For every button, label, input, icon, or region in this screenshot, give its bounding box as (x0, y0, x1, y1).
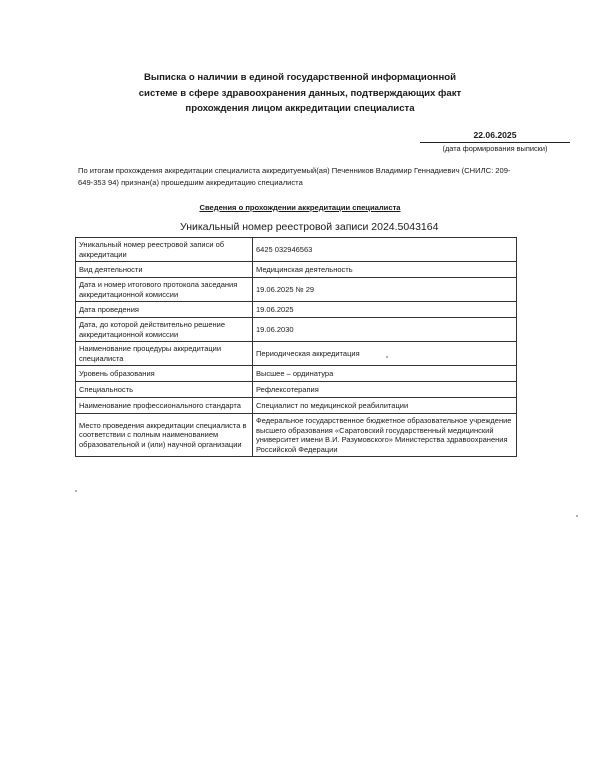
row-label: Уникальный номер реестровой записи об аккредитации (76, 238, 253, 262)
document-title (0, 70, 600, 117)
accreditation-info-table (75, 237, 517, 457)
table-row (76, 366, 517, 382)
title-line-2: системе в сфере здравоохранения данных, подтверждающих факт (138, 87, 462, 99)
table-row (76, 302, 517, 318)
row-label: Дата проведения (76, 302, 253, 318)
row-value: Специалист по медицинской реабилитации (253, 398, 517, 414)
table-row (76, 278, 517, 302)
table-row (76, 398, 517, 414)
row-value: Медицинская деятельность (253, 262, 517, 278)
row-value: 19.06.2025 № 29 (253, 278, 517, 302)
section-heading: Сведения о прохождении аккредитации специалиста (199, 203, 401, 212)
row-label: Наименование профессионального стандарта (76, 398, 253, 414)
table-row (76, 238, 517, 262)
row-value: Высшее – ординатура (253, 366, 517, 382)
table-row (76, 382, 517, 398)
issue-date-block (420, 130, 570, 154)
scan-speck (576, 515, 578, 517)
table-row (76, 342, 517, 366)
row-label: Наименование процедуры аккредитации специалиста (76, 342, 253, 366)
issue-date: 22.06.2025 (420, 130, 570, 143)
row-value: Рефлексотерапия (253, 382, 517, 398)
row-label: Специальность (76, 382, 253, 398)
scan-speck (75, 490, 77, 492)
title-line-3: прохождения лицом аккредитации специалиста (185, 103, 415, 114)
table-row (76, 262, 517, 278)
row-label: Дата, до которой действительно решение аккредитационной комиссии (76, 318, 253, 342)
intro-paragraph: По итогам прохождения аккредитации специалиста аккредитуемый(ая) Печенников Владимир Геннадиевич (СНИЛС: 209-649-353 94) признан(а) прошедшим аккредитацию специалиста (78, 166, 511, 187)
title-line-1: Выписка о наличии в единой государственной информационной (143, 72, 457, 83)
row-value: 19.06.2025 (253, 302, 517, 318)
row-label: Место проведения аккредитации специалиста в соответствии с полным наименованием образовательной и (или) научной организации (76, 414, 253, 457)
row-label: Вид деятельности (76, 262, 253, 278)
row-label: Дата и номер итогового протокола заседания аккредитационной комиссии (76, 278, 253, 302)
row-label: Уровень образования (76, 366, 253, 382)
record-number-line: Уникальный номер реестровой записи 2024.5043164 (180, 221, 439, 233)
row-value: Федеральное государственное бюджетное образовательное учреждение высшего образования «Саратовский государственный медицинский университет имени В.И. Разумовского» Министерства здравоохранения Российской Федерации (253, 414, 517, 457)
issue-date-caption: (дата формирования выписки) (442, 144, 548, 153)
row-value: 19.06.2030 (253, 318, 517, 342)
scan-speck (386, 356, 388, 358)
table-row (76, 414, 517, 457)
row-value: 6425 032946563 (253, 238, 517, 262)
table-row (76, 318, 517, 342)
row-value: Периодическая аккредитация (253, 342, 517, 366)
